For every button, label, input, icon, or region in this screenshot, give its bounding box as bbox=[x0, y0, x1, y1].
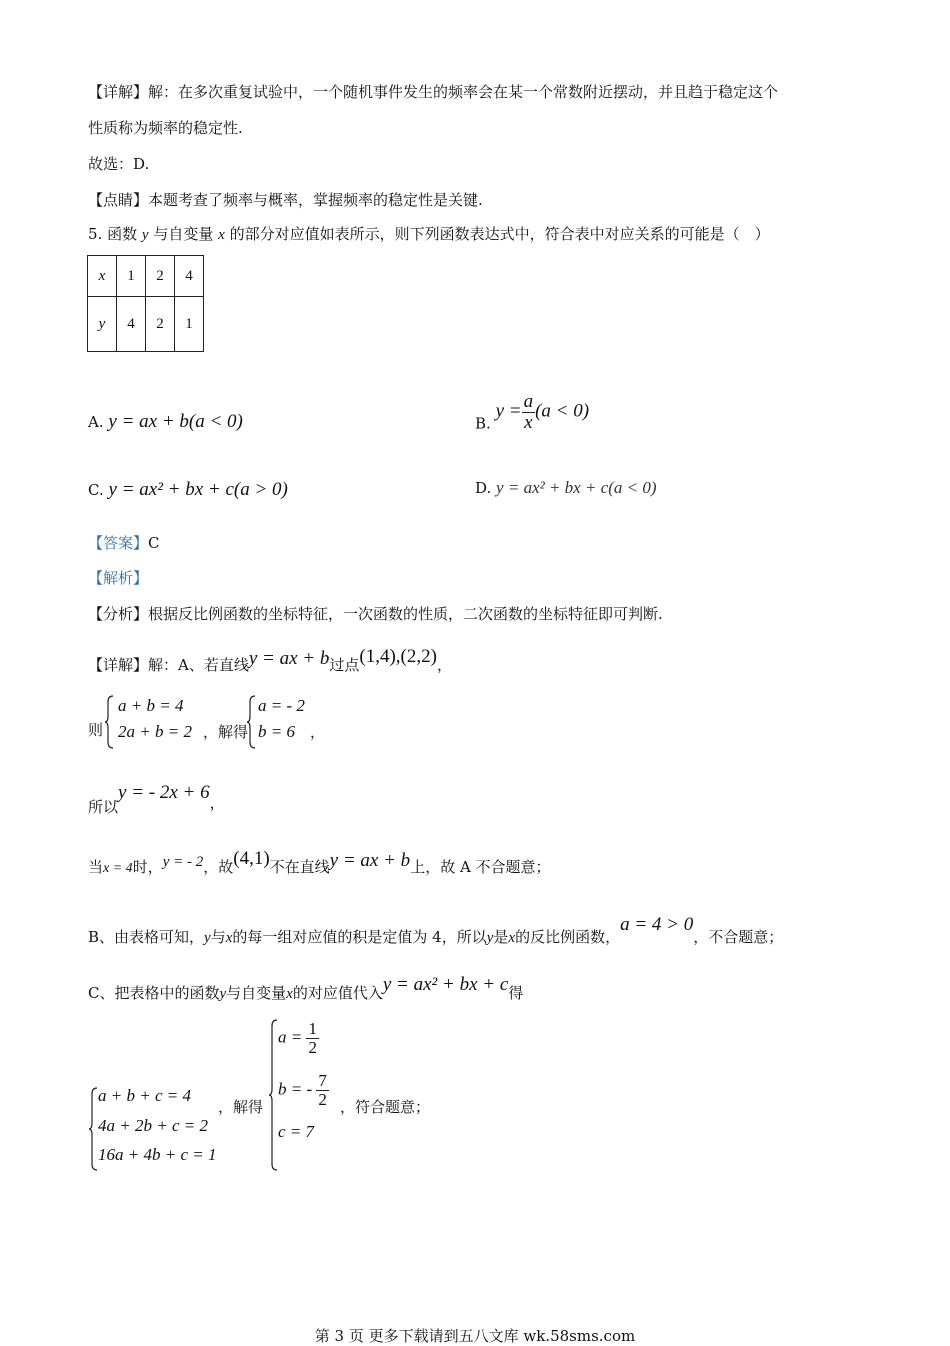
b-text: 的反比例函数， bbox=[515, 928, 621, 946]
c-text: C、把表格中的函数 bbox=[88, 984, 220, 1002]
system-a-solve: ，解得 bbox=[203, 723, 249, 741]
option-b-lhs: y = bbox=[495, 400, 522, 422]
option-b-fraction bbox=[522, 392, 536, 433]
system-a-eq1: a + b = 4 bbox=[118, 696, 184, 715]
when-text: 当 bbox=[88, 858, 104, 876]
table-cell: y bbox=[88, 297, 117, 352]
system-c-solve: ，解得 bbox=[218, 1098, 264, 1116]
detail-a-text: 过点 bbox=[329, 656, 360, 674]
c-expr: y = ax² + bx + c bbox=[382, 974, 509, 995]
option-b-label: B. bbox=[475, 414, 491, 433]
system-c-solution bbox=[268, 1018, 358, 1172]
fraction-numerator: a bbox=[523, 391, 534, 412]
option-b-cond: (a < 0) bbox=[535, 400, 590, 422]
value-table bbox=[87, 255, 204, 352]
solution-c-value: c = 7 bbox=[278, 1122, 315, 1141]
option-c-expr: y = ax² + bx + c(a > 0) bbox=[108, 479, 288, 500]
option-a-expr: y = ax + b(a < 0) bbox=[108, 411, 243, 432]
option-c bbox=[88, 480, 288, 500]
option-d bbox=[475, 478, 657, 498]
b-text: 是 bbox=[493, 928, 509, 946]
table-cell: 2 bbox=[146, 256, 175, 297]
b-explanation bbox=[88, 912, 783, 951]
option-a bbox=[88, 412, 243, 432]
left-brace-icon bbox=[104, 694, 114, 750]
var-x: x bbox=[225, 930, 233, 946]
b-text: B、由表格可知， bbox=[88, 928, 205, 946]
left-brace-icon bbox=[246, 694, 256, 750]
question-text: 的部分对应值如表所示，则下列函数表达式中，符合表中对应关系的可能是（ ） bbox=[229, 225, 770, 243]
solution-b-value bbox=[278, 1072, 329, 1109]
detail-text: 解：在多次重复试验中，一个随机事件发生的频率会在某一个常数附近摆动，并且趋于稳定这个 bbox=[148, 83, 779, 101]
var-y: y bbox=[141, 227, 149, 243]
var-x: x bbox=[508, 930, 516, 946]
var-x: x bbox=[286, 986, 293, 1002]
fraction-denominator: x bbox=[524, 411, 533, 433]
left-brace-icon bbox=[268, 1018, 278, 1172]
answer-value: C bbox=[148, 534, 160, 552]
system-c-eq2: 4a + 2b + c = 2 bbox=[98, 1116, 208, 1135]
comment-line bbox=[88, 190, 483, 210]
when-line bbox=[88, 846, 551, 882]
system-a-prefix: 则 bbox=[88, 721, 104, 739]
question-stem bbox=[88, 224, 770, 245]
so-expr: y = - 2x + 6 bbox=[118, 782, 210, 803]
when-text: 不在直线 bbox=[269, 858, 330, 876]
option-d-expr: y = ax² + bx + c(a < 0) bbox=[496, 478, 657, 497]
solution-a-fraction bbox=[306, 1020, 319, 1057]
fraction-denominator: 2 bbox=[318, 1089, 327, 1109]
fraction-numerator: 7 bbox=[318, 1071, 327, 1090]
solution-b-fraction bbox=[316, 1072, 329, 1109]
solution-lhs: b = - bbox=[278, 1079, 313, 1099]
b-text: 的每一组对应值的积是定值为 4，所以 bbox=[232, 928, 487, 946]
comment-text: 本题考查了频率与概率，掌握频率的稳定性是关键. bbox=[148, 191, 483, 209]
system-a-equations bbox=[104, 694, 204, 750]
choose-line: 故选：D. bbox=[88, 155, 150, 173]
when-line-expr: y = ax + b bbox=[329, 850, 411, 871]
var-y: y bbox=[204, 930, 211, 946]
c-text: 与自变量 bbox=[226, 984, 287, 1002]
b-expr: a = 4 > 0 bbox=[620, 914, 694, 935]
system-c-eq1: a + b + c = 4 bbox=[98, 1086, 191, 1105]
option-b bbox=[475, 392, 589, 434]
analysis-text: 根据反比例函数的坐标特征，一次函数的性质，二次函数的坐标特征即可判断. bbox=[148, 605, 663, 623]
c-text: 的对应值代入 bbox=[292, 984, 383, 1002]
var-x: x bbox=[218, 227, 225, 243]
analysis-tag: 【分析】 bbox=[88, 605, 149, 623]
when-point: (4,1) bbox=[233, 848, 270, 869]
system-c-end: ，符合题意； bbox=[340, 1098, 431, 1116]
when-text: ，故 bbox=[203, 858, 234, 876]
so-end: ， bbox=[209, 794, 225, 812]
answer-tag: 【答案】 bbox=[88, 534, 149, 552]
detail-paragraph-cont: 性质称为频率的稳定性. bbox=[88, 119, 243, 137]
system-a-end: ， bbox=[310, 723, 326, 741]
table-cell: 4 bbox=[117, 297, 146, 352]
detail-a-points: (1,4),(2,2) bbox=[359, 646, 437, 667]
comment-tag: 【点睛】 bbox=[88, 191, 149, 209]
var-y: y bbox=[219, 986, 227, 1002]
b-text: 与 bbox=[210, 928, 226, 946]
c-text: 得 bbox=[508, 984, 524, 1002]
analysis-line bbox=[88, 604, 663, 624]
fraction-numerator: 1 bbox=[308, 1019, 317, 1038]
table-row-x bbox=[88, 256, 204, 297]
question-text: 与自变量 bbox=[153, 225, 214, 243]
when-text: 上，故 A 不合题意； bbox=[410, 858, 551, 876]
table-cell: 2 bbox=[146, 297, 175, 352]
question-text: 函数 bbox=[107, 225, 138, 243]
so-text: 所以 bbox=[88, 798, 119, 816]
detail-a-expr: y = ax + b bbox=[248, 648, 330, 669]
table-cell: 1 bbox=[117, 256, 146, 297]
b-text: ，不合题意； bbox=[693, 928, 784, 946]
when-y: y = - 2 bbox=[162, 854, 204, 870]
fraction-denominator: 2 bbox=[308, 1037, 317, 1057]
system-c-equations bbox=[88, 1086, 228, 1172]
option-a-label: A. bbox=[88, 413, 104, 431]
c-explanation bbox=[88, 972, 523, 1007]
when-cond: x = 4 bbox=[103, 861, 133, 876]
table-cell: 1 bbox=[175, 297, 204, 352]
system-c-eq3: 16a + 4b + c = 1 bbox=[98, 1145, 217, 1164]
detail-a-tag: 【详解】 bbox=[88, 656, 149, 674]
so-line bbox=[88, 780, 225, 820]
detail-tag: 【详解】 bbox=[88, 83, 149, 101]
page-footer: 第 3 页 更多下载请到五八文库 wk.58sms.com bbox=[314, 1327, 636, 1345]
table-cell: 4 bbox=[175, 256, 204, 297]
option-c-label: C. bbox=[88, 481, 104, 499]
detail-a-text: ， bbox=[436, 656, 452, 674]
table-row-y bbox=[88, 297, 204, 352]
answer-line bbox=[88, 533, 160, 553]
detail-paragraph bbox=[88, 82, 778, 102]
solution-a: a = - 2 bbox=[258, 696, 305, 715]
solution-a-value bbox=[278, 1020, 319, 1057]
question-number: 5. bbox=[88, 225, 103, 243]
detail-a-text: 解：A、若直线 bbox=[148, 656, 249, 674]
detail-a-line bbox=[88, 645, 452, 677]
when-text: 时， bbox=[132, 858, 163, 876]
solution-lhs: a = bbox=[278, 1027, 303, 1047]
table-cell: x bbox=[88, 256, 117, 297]
system-a-eq2: 2a + b = 2 bbox=[118, 722, 192, 741]
solution-b: b = 6 bbox=[258, 722, 295, 741]
var-y: y bbox=[486, 930, 494, 946]
left-brace-icon bbox=[88, 1086, 98, 1172]
option-d-label: D. bbox=[475, 479, 492, 497]
analysis-heading: 【解析】 bbox=[88, 569, 149, 587]
